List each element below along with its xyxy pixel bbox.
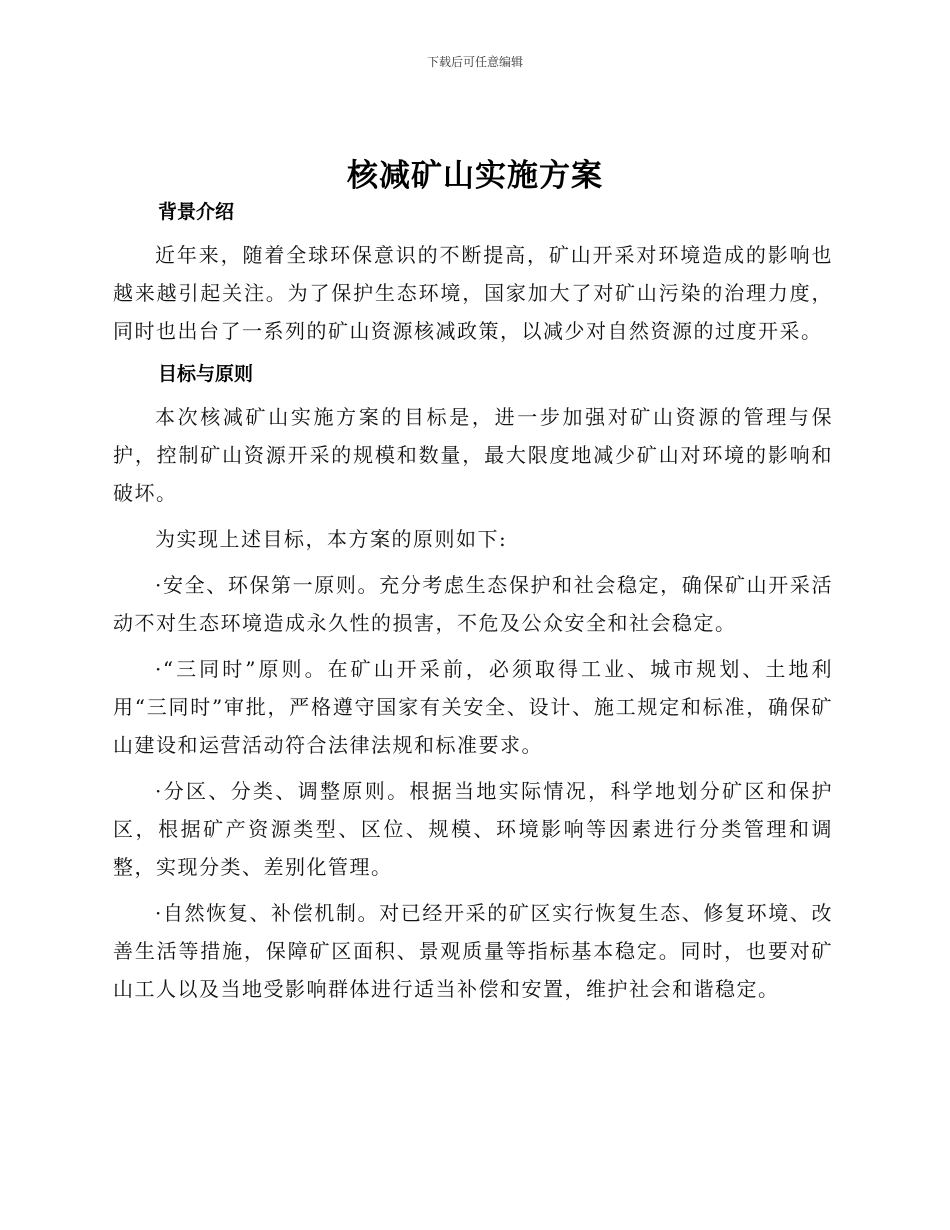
- list-item: ·“三同时”原则。在矿山开采前，必须取得工业、城市规划、土地利用“三同时”审批，严格遵守国家有关安全、设计、施工规定和标准，确保矿山建设和运营活动符合法律法规和标准要求。: [113, 657, 833, 757]
- section-background: [113, 196, 833, 350]
- page-header-note: 下载后可任意编辑: [426, 55, 523, 69]
- list-item: ·自然恢复、补偿机制。对已经开采的矿区实行恢复生态、修复环境、改善生活等措施，保障矿区面积、景观质量等指标基本稳定。同时，也要对矿山工人以及当地受影响群体进行适当补偿和安置，维护社会和谐稳定。: [113, 901, 833, 1001]
- section-heading: 背景介绍: [158, 201, 235, 223]
- section-heading: 目标与原则: [158, 363, 254, 385]
- section-goals-principles: [113, 358, 833, 1008]
- list-item: ·分区、分类、调整原则。根据当地实际情况，科学地划分矿区和保护区，根据矿产资源类型、区位、规模、环境影响等因素进行分类管理和调整，实现分类、差别化管理。: [113, 779, 833, 879]
- document-body: [113, 196, 833, 1016]
- paragraph: 近年来，随着全球环保意识的不断提高，矿山开采对环境造成的影响也越来越引起关注。为了保护生态环境，国家加大了对矿山污染的治理力度，同时也出台了一系列的矿山资源核减政策，以减少对自然资源的过度开采。: [113, 243, 833, 343]
- document-title: 核减矿山实施方案: [347, 158, 603, 194]
- paragraph: 为实现上述目标，本方案的原则如下:: [155, 527, 508, 551]
- list-item: ·安全、环保第一原则。充分考虑生态保护和社会稳定，确保矿山开采活动不对生态环境造成永久性的损害，不危及公众安全和社会稳定。: [113, 573, 833, 635]
- paragraph: 本次核减矿山实施方案的目标是，进一步加强对矿山资源的管理与保护，控制矿山资源开采的规模和数量，最大限度地减少矿山对环境的影响和破坏。: [113, 405, 833, 505]
